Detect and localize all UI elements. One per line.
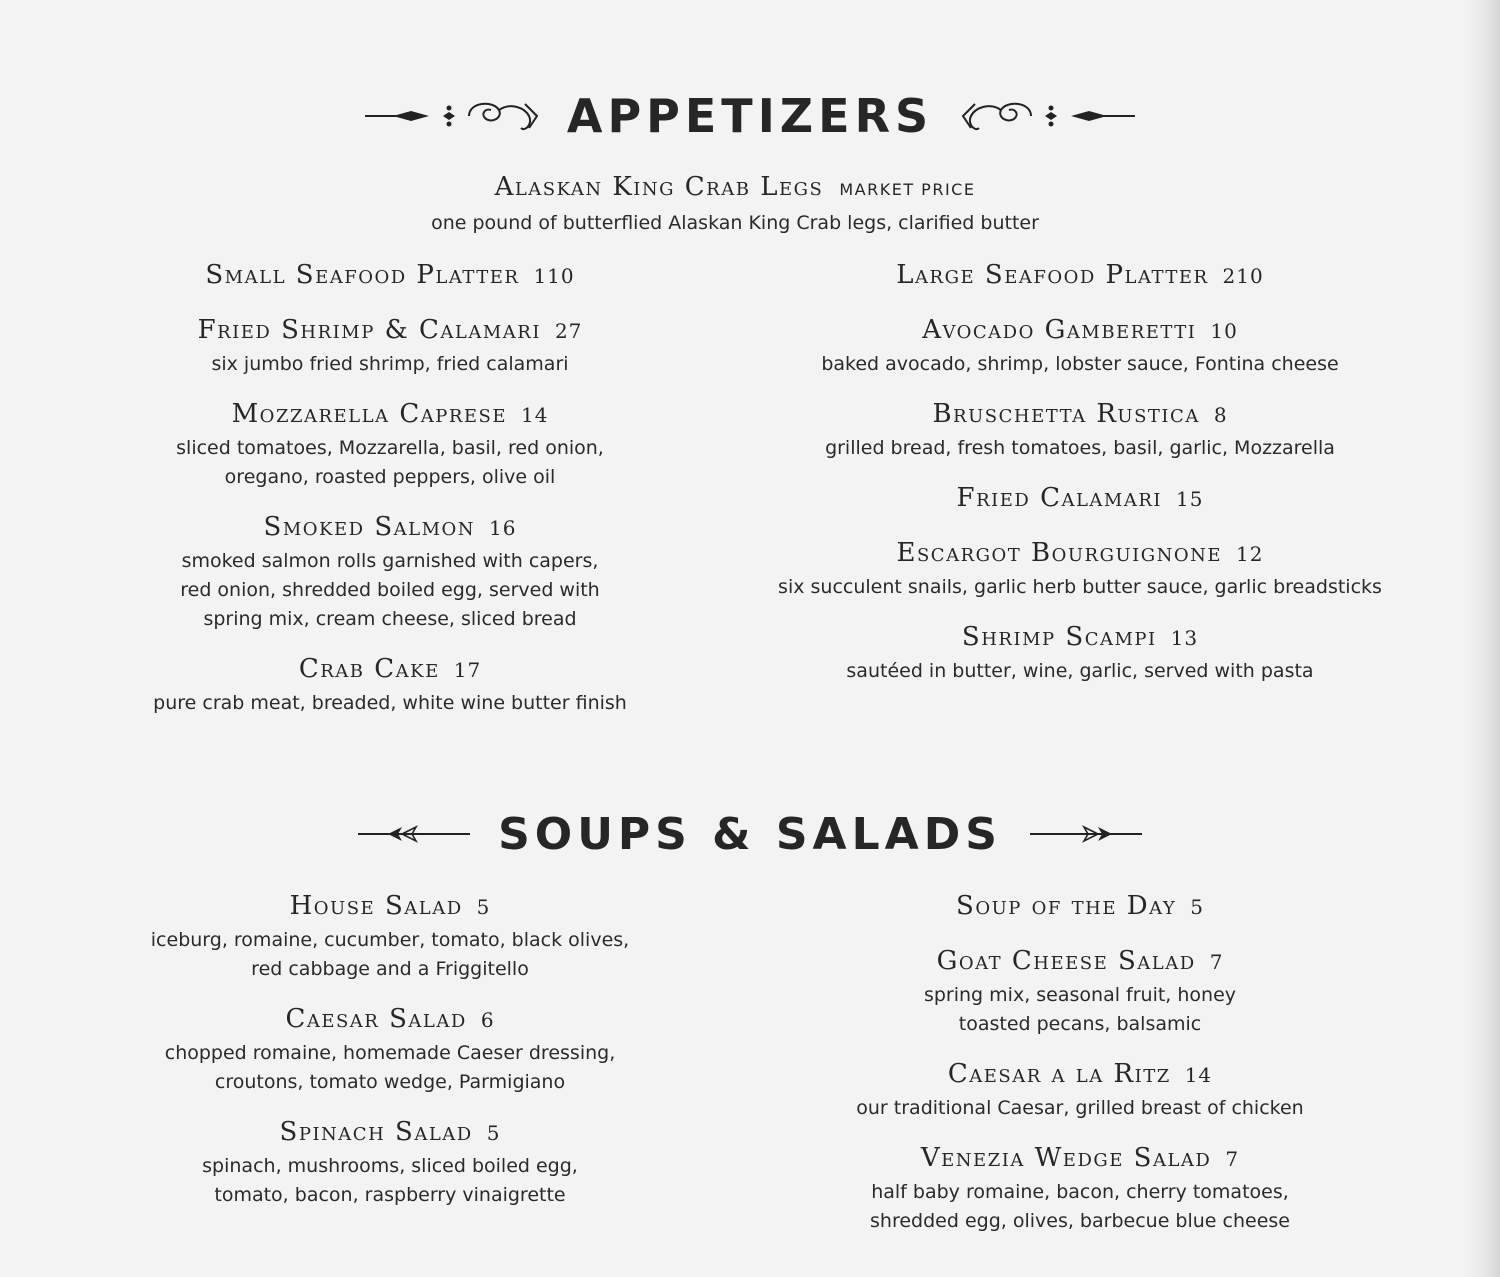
- menu-item-name: Crab Cake: [298, 654, 440, 684]
- appetizers-right-column: [735, 256, 1425, 702]
- soups-left-column: [90, 887, 690, 1226]
- menu-item-name: Fried Shrimp & Calamari: [197, 315, 541, 345]
- menu-item: [735, 256, 1425, 295]
- menu-item: [735, 618, 1425, 686]
- menu-item-name: Soup of the Day: [956, 891, 1177, 921]
- soups-salads-heading: [0, 802, 1500, 866]
- menu-item-desc: sliced tomatoes, Mozzarella, basil, red onion,: [176, 437, 604, 459]
- menu-item-price: 5: [1190, 895, 1204, 919]
- menu-item-title: [775, 887, 1385, 926]
- menu-item-name: Large Seafood Platter: [896, 260, 1209, 290]
- featured-item-desc: one pound of butterflied Alaskan King Crab legs, clarified butter: [431, 212, 1039, 234]
- menu-item-name: Shrimp Scampi: [961, 622, 1157, 652]
- menu-item-price: 17: [453, 658, 482, 682]
- menu-item-desc: chopped romaine, homemade Caeser dressing,: [164, 1042, 616, 1064]
- menu-item-name: Fried Calamari: [956, 483, 1163, 513]
- menu-item-title: [90, 887, 690, 926]
- menu-item-name: Bruschetta Rustica: [932, 399, 1200, 429]
- menu-item-title: [735, 479, 1425, 518]
- menu-item: [775, 942, 1385, 1039]
- menu-item: [90, 508, 690, 634]
- menu-item-price: 13: [1170, 626, 1199, 650]
- menu-item-price: 12: [1236, 542, 1264, 566]
- menu-item: [735, 395, 1425, 463]
- menu-item-title: [775, 1055, 1385, 1094]
- menu-item-desc: six succulent snails, garlic herb butter sauce, garlic breadsticks: [778, 576, 1382, 598]
- soups-right-column: [775, 887, 1385, 1252]
- menu-item-desc: pure crab meat, breaded, white wine butter finish: [153, 692, 627, 714]
- menu-item-price: 14: [1184, 1063, 1213, 1087]
- menu-item: [735, 534, 1425, 602]
- menu-item-title: [735, 618, 1425, 657]
- menu-item-title: [90, 508, 690, 547]
- menu-item-desc: grilled bread, fresh tomatoes, basil, garlic, Mozzarella: [825, 437, 1335, 459]
- menu-item-desc: oregano, roasted peppers, olive oil: [224, 466, 556, 488]
- flourish-right-icon: [955, 94, 1135, 138]
- featured-item: [0, 168, 1470, 238]
- menu-item: [90, 1000, 690, 1097]
- menu-item-desc: tomato, bacon, raspberry vinaigrette: [214, 1184, 566, 1206]
- menu-item-name: Mozzarella Caprese: [231, 399, 507, 429]
- featured-item-title: [0, 168, 1470, 209]
- appetizers-title: APPETIZERS: [566, 89, 934, 143]
- menu-item-desc: baked avocado, shrimp, lobster sauce, Fontina cheese: [821, 353, 1339, 375]
- menu-item-price: 110: [533, 264, 575, 288]
- soups-salads-title: SOUPS & SALADS: [498, 808, 1002, 860]
- appetizers-left-column: [90, 256, 690, 734]
- menu-item-title: [90, 650, 690, 689]
- menu-item: [775, 887, 1385, 926]
- featured-item-name: Alaskan King Crab Legs: [494, 172, 824, 202]
- menu-item-desc: spinach, mushrooms, sliced boiled egg,: [202, 1155, 578, 1177]
- menu-item-price: 6: [480, 1008, 495, 1032]
- menu-item-desc: spring mix, seasonal fruit, honey: [923, 984, 1237, 1006]
- menu-item-name: Caesar a la Ritz: [947, 1059, 1171, 1089]
- menu-item-title: [735, 534, 1425, 573]
- arrow-flourish-left-icon: [358, 819, 470, 849]
- menu-item-desc: half baby romaine, bacon, cherry tomatoes,: [871, 1181, 1289, 1203]
- menu-item-desc: red cabbage and a Friggitello: [251, 958, 529, 980]
- menu-item-desc: six jumbo fried shrimp, fried calamari: [211, 353, 569, 375]
- menu-item-title: [90, 1000, 690, 1039]
- menu-item-desc: smoked salmon rolls garnished with capers,: [181, 550, 599, 572]
- arrow-flourish-right-icon: [1030, 819, 1142, 849]
- menu-item-name: Spinach Salad: [279, 1117, 473, 1147]
- menu-item-price: 14: [520, 403, 549, 427]
- menu-item-title: [735, 311, 1425, 350]
- menu-item-desc: croutons, tomato wedge, Parmigiano: [214, 1071, 566, 1093]
- menu-item: [90, 887, 690, 984]
- menu-item-desc: red onion, shredded boiled egg, served with: [180, 579, 600, 601]
- menu-item-price: 210: [1222, 264, 1264, 288]
- menu-item-price: 27: [554, 319, 583, 343]
- menu-item-price: 15: [1176, 487, 1204, 511]
- menu-item: [735, 311, 1425, 379]
- featured-item-price: MARKET PRICE: [839, 180, 976, 199]
- menu-item: [90, 311, 690, 379]
- menu-item-title: [90, 395, 690, 434]
- menu-item-title: [735, 395, 1425, 434]
- menu-item-price: 5: [476, 895, 491, 919]
- appetizers-heading: [0, 84, 1500, 148]
- menu-item-name: House Salad: [289, 891, 463, 921]
- menu-item: [735, 479, 1425, 518]
- menu-item-desc: toasted pecans, balsamic: [958, 1013, 1202, 1035]
- menu-item-name: Small Seafood Platter: [205, 260, 520, 290]
- menu-item-name: Venezia Wedge Salad: [920, 1143, 1212, 1173]
- menu-item-price: 5: [486, 1121, 501, 1145]
- flourish-left-icon: [365, 94, 545, 138]
- menu-item-title: [775, 942, 1385, 981]
- menu-item-name: Goat Cheese Salad: [936, 946, 1196, 976]
- menu-item-desc: spring mix, cream cheese, sliced bread: [203, 608, 577, 630]
- menu-item: [90, 395, 690, 492]
- menu-item-name: Caesar Salad: [285, 1004, 467, 1034]
- menu-item-title: [735, 256, 1425, 295]
- menu-item-title: [90, 311, 690, 350]
- menu-item: [90, 256, 690, 295]
- menu-item-title: [775, 1139, 1385, 1178]
- menu-item-price: 8: [1213, 403, 1228, 427]
- menu-item-name: Escargot Bourguignone: [896, 538, 1223, 568]
- menu-item-desc: our traditional Caesar, grilled breast of chicken: [856, 1097, 1304, 1119]
- menu-item-price: 7: [1225, 1147, 1240, 1171]
- menu-item-desc: shredded egg, olives, barbecue blue cheese: [870, 1210, 1290, 1232]
- menu-item-price: 7: [1209, 950, 1224, 974]
- menu-item-title: [90, 256, 690, 295]
- menu-item-name: Avocado Gamberetti: [922, 315, 1197, 345]
- page-edge-shadow: [1464, 0, 1500, 1277]
- menu-item-price: 16: [489, 516, 517, 540]
- menu-item-name: Smoked Salmon: [263, 512, 476, 542]
- menu-item-price: 10: [1210, 319, 1238, 343]
- menu-item: [775, 1139, 1385, 1236]
- menu-item-desc: sautéed in butter, wine, garlic, served with pasta: [846, 660, 1314, 682]
- menu-item: [775, 1055, 1385, 1123]
- menu-item: [90, 650, 690, 718]
- menu-item-desc: iceburg, romaine, cucumber, tomato, black olives,: [150, 929, 630, 951]
- menu-item-title: [90, 1113, 690, 1152]
- menu-item: [90, 1113, 690, 1210]
